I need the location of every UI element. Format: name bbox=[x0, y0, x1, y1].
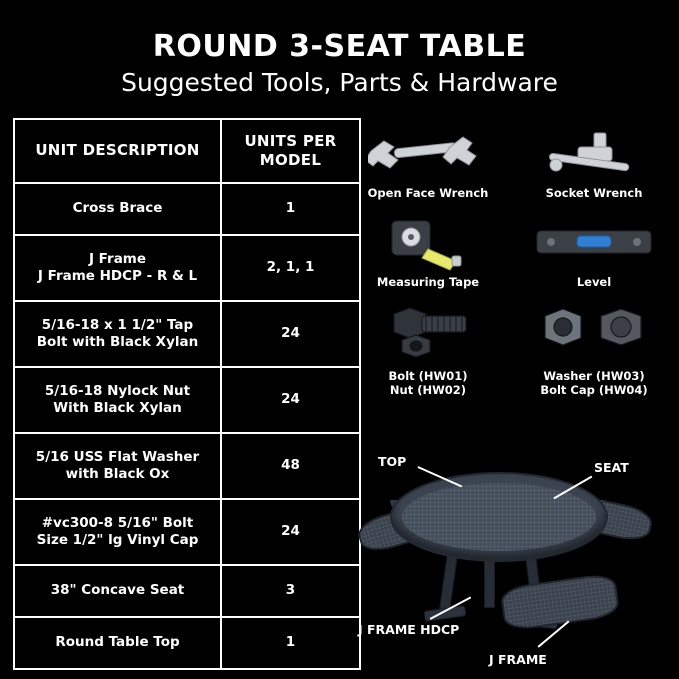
tool-label: Washer (HW03) Bolt Cap (HW04) bbox=[540, 368, 648, 398]
table-header-row bbox=[14, 119, 360, 183]
table-top-mesh bbox=[402, 483, 596, 551]
tool-label: Measuring Tape bbox=[376, 275, 480, 290]
socket-wrench-icon bbox=[518, 125, 670, 183]
tool-measuring-tape bbox=[352, 214, 504, 289]
cell-units: 3 bbox=[221, 565, 360, 617]
cell-description: 5/16-18 x 1 1/2" Tap Bolt with Black Xylan bbox=[14, 301, 221, 367]
tool-socket-wrench bbox=[518, 125, 670, 200]
measuring-tape-icon bbox=[352, 214, 504, 272]
washer-bolt-cap-icon bbox=[518, 304, 670, 366]
table-row bbox=[14, 433, 360, 499]
callout-seat: SEAT bbox=[594, 460, 629, 475]
cell-units: 24 bbox=[221, 301, 360, 367]
cell-description: 38" Concave Seat bbox=[14, 565, 221, 617]
seat-front bbox=[500, 572, 621, 632]
parts-table bbox=[13, 118, 361, 670]
cell-units: 1 bbox=[221, 617, 360, 669]
cell-description: 5/16 USS Flat Washer with Black Ox bbox=[14, 433, 221, 499]
table-col-units-per-model: UNITS PER MODEL bbox=[221, 119, 360, 183]
tools-row-1 bbox=[352, 125, 670, 200]
product-illustration bbox=[352, 440, 672, 670]
tools-grid bbox=[352, 125, 670, 398]
table-row bbox=[14, 301, 360, 367]
open-face-wrench-icon bbox=[352, 125, 504, 183]
cell-description: Cross Brace bbox=[14, 183, 221, 235]
cell-units: 24 bbox=[221, 367, 360, 433]
page-title: ROUND 3-SEAT TABLE bbox=[152, 29, 527, 64]
callout-j-frame-hdcp: J FRAME HDCP bbox=[358, 622, 460, 637]
cell-description: J Frame J Frame HDCP - R & L bbox=[14, 235, 221, 301]
tool-bolt-nut bbox=[352, 304, 504, 398]
cell-units: 24 bbox=[221, 499, 360, 565]
table-col-unit-description: UNIT DESCRIPTION bbox=[14, 119, 221, 183]
tools-row-2 bbox=[352, 214, 670, 289]
table-row bbox=[14, 565, 360, 617]
table-row bbox=[14, 183, 360, 235]
tool-open-face-wrench bbox=[352, 125, 504, 200]
callout-j-frame: J FRAME bbox=[489, 652, 547, 667]
tool-level bbox=[518, 214, 670, 289]
page-subtitle: Suggested Tools, Parts & Hardware bbox=[121, 68, 558, 97]
cell-description: #vc300-8 5/16" Bolt Size 1/2" lg Vinyl Cap bbox=[14, 499, 221, 565]
tool-label: Bolt (HW01) Nut (HW02) bbox=[388, 368, 468, 398]
bolt-nut-icon bbox=[352, 304, 504, 366]
callout-top: TOP bbox=[378, 454, 407, 469]
tool-label: Level bbox=[576, 275, 612, 290]
cell-units: 2, 1, 1 bbox=[221, 235, 360, 301]
tool-label: Socket Wrench bbox=[545, 186, 643, 200]
table-row bbox=[14, 499, 360, 565]
tool-washer-bolt-cap bbox=[518, 304, 670, 398]
table-row bbox=[14, 617, 360, 669]
cell-description: 5/16-18 Nylock Nut With Black Xylan bbox=[14, 367, 221, 433]
level-icon bbox=[518, 214, 670, 272]
table-row bbox=[14, 367, 360, 433]
header-block bbox=[0, 30, 679, 97]
tools-row-3 bbox=[352, 304, 670, 398]
table-body bbox=[14, 183, 360, 669]
cell-units: 48 bbox=[221, 433, 360, 499]
cell-description: Round Table Top bbox=[14, 617, 221, 669]
table-row bbox=[14, 235, 360, 301]
tool-label: Open Face Wrench bbox=[367, 186, 489, 200]
cell-units: 1 bbox=[221, 183, 360, 235]
